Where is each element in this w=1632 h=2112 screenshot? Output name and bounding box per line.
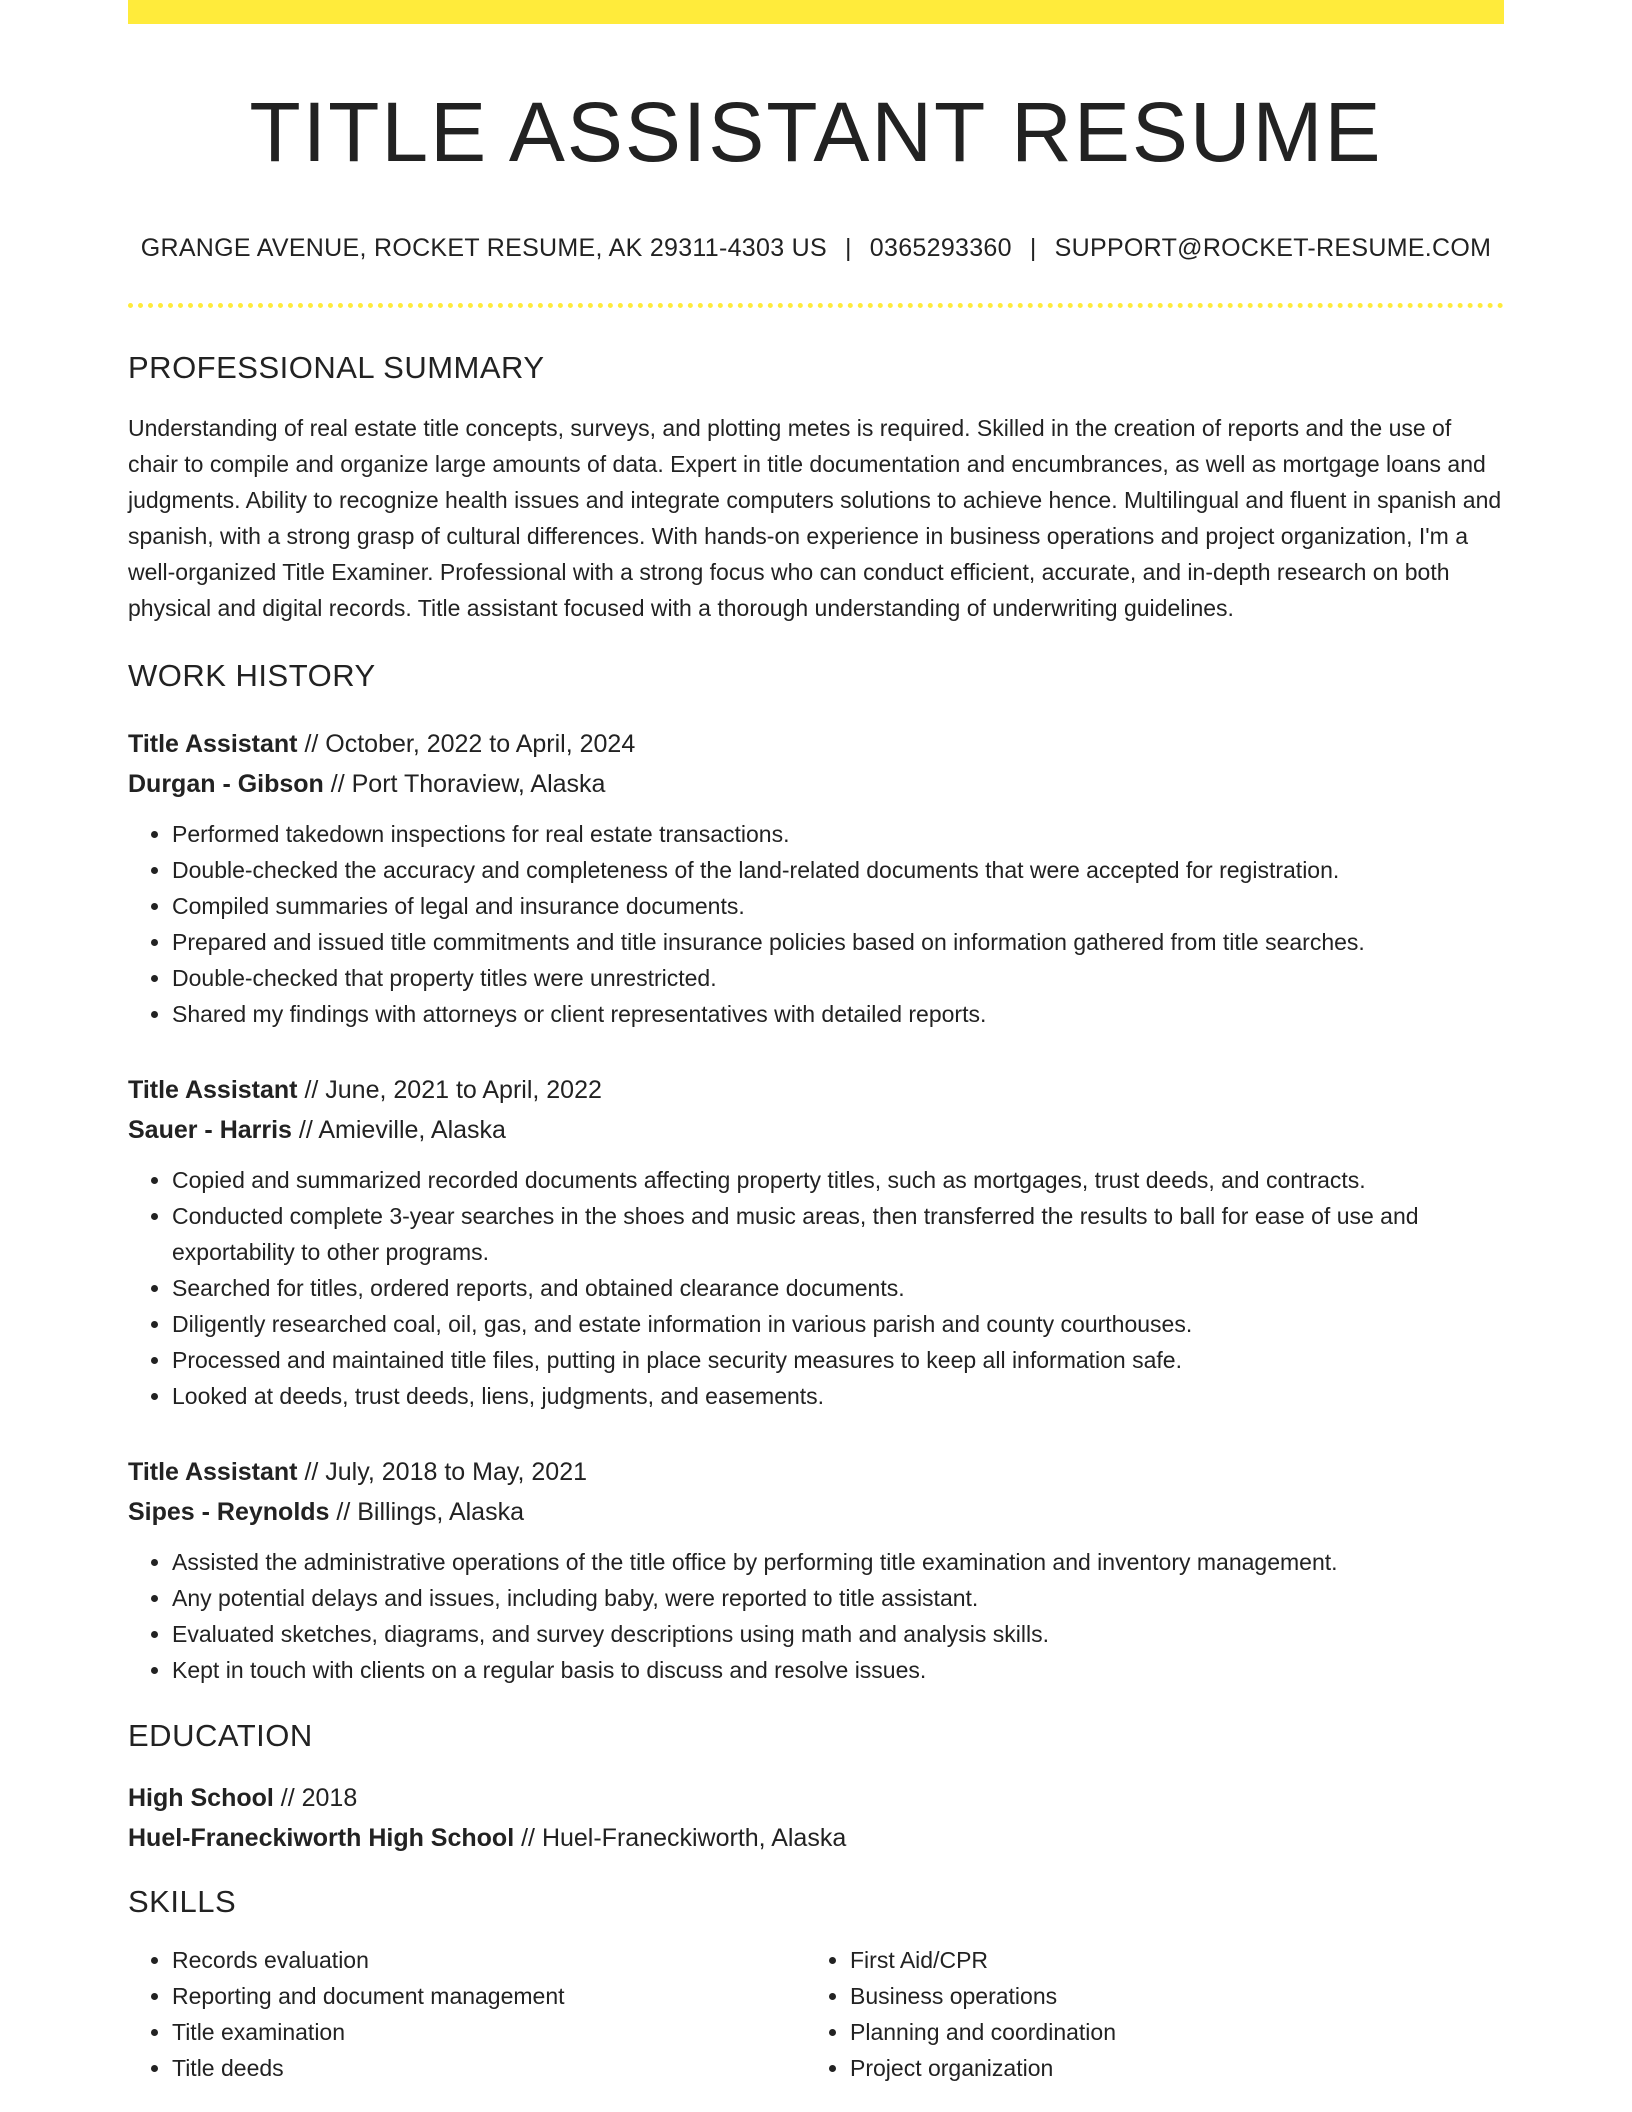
contact-email[interactable]: SUPPORT@ROCKET-RESUME.COM	[1054, 234, 1492, 263]
list-item: • Double-checked that property titles were unrestricted.	[172, 960, 1504, 996]
education-location: // Huel-Franeckiworth, Alaska	[514, 1824, 847, 1853]
resume-page	[128, 0, 1504, 2086]
dotted-divider	[128, 303, 1504, 308]
list-item: • Double-checked the accuracy and completeness of the land-related documents that were accepted for registration.	[172, 852, 1504, 888]
top-accent-bar	[128, 0, 1504, 24]
contact-separator: |	[845, 234, 852, 263]
list-item: • Prepared and issued title commitments and title insurance policies based on information gathered from title searches.	[172, 924, 1504, 960]
skills-right-list	[806, 1942, 1484, 2086]
job-entry	[128, 724, 1504, 1032]
list-item: • Reporting and document management	[172, 1978, 806, 2014]
list-item: • Diligently researched coal, oil, gas, and estate information in various parish and county courthouses.	[172, 1306, 1504, 1342]
job-title-line	[128, 1070, 1504, 1110]
skills-columns	[128, 1942, 1504, 2086]
work-history-heading: WORK HISTORY	[128, 658, 376, 694]
job-company: Durgan - Gibson	[128, 770, 324, 799]
contact-address: GRANGE AVENUE, ROCKET RESUME, AK 29311-4303 US	[140, 234, 827, 263]
job-location: // Port Thoraview, Alaska	[323, 770, 606, 799]
education-year: // 2018	[273, 1784, 358, 1813]
list-item: • Copied and summarized recorded documents affecting property titles, such as mortgages, trust deeds, and contracts.	[172, 1162, 1504, 1198]
list-item: • Searched for titles, ordered reports, and obtained clearance documents.	[172, 1270, 1504, 1306]
skills-left-list	[128, 1942, 806, 2086]
job-company-line	[128, 1492, 1504, 1532]
job-location: // Billings, Alaska	[329, 1498, 524, 1527]
education-entry	[128, 1778, 1504, 1858]
education-school: Huel-Franeckiworth High School	[128, 1824, 515, 1853]
job-bullets	[128, 1544, 1504, 1688]
job-title: Title Assistant	[128, 1458, 298, 1487]
job-company: Sauer - Harris	[128, 1116, 292, 1145]
list-item: • Looked at deeds, trust deeds, liens, judgments, and easements.	[172, 1378, 1504, 1414]
list-item: • Assisted the administrative operations of the title office by performing title examination and inventory management.	[172, 1544, 1504, 1580]
job-bullets	[128, 816, 1504, 1032]
list-item: • Processed and maintained title files, putting in place security measures to keep all information safe.	[172, 1342, 1504, 1378]
list-item: • Any potential delays and issues, including baby, were reported to title assistant.	[172, 1580, 1504, 1616]
job-bullets	[128, 1162, 1504, 1414]
list-item: • Compiled summaries of legal and insurance documents.	[172, 888, 1504, 924]
education-degree-line	[128, 1778, 1504, 1818]
job-entry	[128, 1070, 1504, 1414]
job-dates: // October, 2022 to April, 2024	[297, 730, 636, 759]
contact-line	[128, 234, 1504, 263]
list-item: • Project organization	[850, 2050, 1484, 2086]
list-item: • Title examination	[172, 2014, 806, 2050]
job-dates: // July, 2018 to May, 2021	[297, 1458, 588, 1487]
summary-text: Understanding of real estate title concepts, surveys, and plotting metes is required. Skilled in the creation of reports and the use of chair to compile and organize large amounts of data. Expert in title documentation and encumbrances, as well as mortgage loans and judgments. Ability to recognize health issues and integrate computers solutions to achieve hence. Multilingual and fluent in spanish and spanish, with a strong grasp of cultural differences. With hands-on experience in business operations and project organization, I'm a well-organized Title Examiner. Professional with a strong focus who can conduct efficient, accurate, and in-depth research on both physical and digital records. Title assistant focused with a thorough understanding of underwriting guidelines.	[128, 415, 1502, 622]
job-company-line	[128, 764, 1504, 804]
list-item: • First Aid/CPR	[850, 1942, 1484, 1978]
job-entry	[128, 1452, 1504, 1688]
list-item: • Performed takedown inspections for real estate transactions.	[172, 816, 1504, 852]
list-item: • Title deeds	[172, 2050, 806, 2086]
education-degree: High School	[128, 1784, 274, 1813]
list-item: • Shared my findings with attorneys or client representatives with detailed reports.	[172, 996, 1504, 1032]
education-school-line	[128, 1818, 1504, 1858]
job-location: // Amieville, Alaska	[291, 1116, 506, 1145]
job-title: Title Assistant	[128, 730, 298, 759]
list-item: • Business operations	[850, 1978, 1484, 2014]
list-item: • Evaluated sketches, diagrams, and survey descriptions using math and analysis skills.	[172, 1616, 1504, 1652]
job-company-line	[128, 1110, 1504, 1150]
job-title-line	[128, 1452, 1504, 1492]
summary-heading: PROFESSIONAL SUMMARY	[128, 350, 545, 386]
list-item: • Records evaluation	[172, 1942, 806, 1978]
education-heading: EDUCATION	[128, 1718, 313, 1754]
skills-heading: SKILLS	[128, 1884, 237, 1920]
job-company: Sipes - Reynolds	[128, 1498, 330, 1527]
list-item: • Conducted complete 3-year searches in the shoes and music areas, then transferred the results to ball for ease of use and exportability to other programs.	[172, 1198, 1504, 1270]
contact-separator: |	[1029, 234, 1037, 263]
job-title: Title Assistant	[128, 1076, 298, 1105]
contact-phone: 0365293360	[869, 234, 1012, 263]
job-dates: // June, 2021 to April, 2022	[297, 1076, 602, 1105]
resume-title: TITLE ASSISTANT RESUME	[249, 85, 1383, 179]
list-item: • Planning and coordination	[850, 2014, 1484, 2050]
job-title-line	[128, 724, 1504, 764]
list-item: • Kept in touch with clients on a regular basis to discuss and resolve issues.	[172, 1652, 1504, 1688]
